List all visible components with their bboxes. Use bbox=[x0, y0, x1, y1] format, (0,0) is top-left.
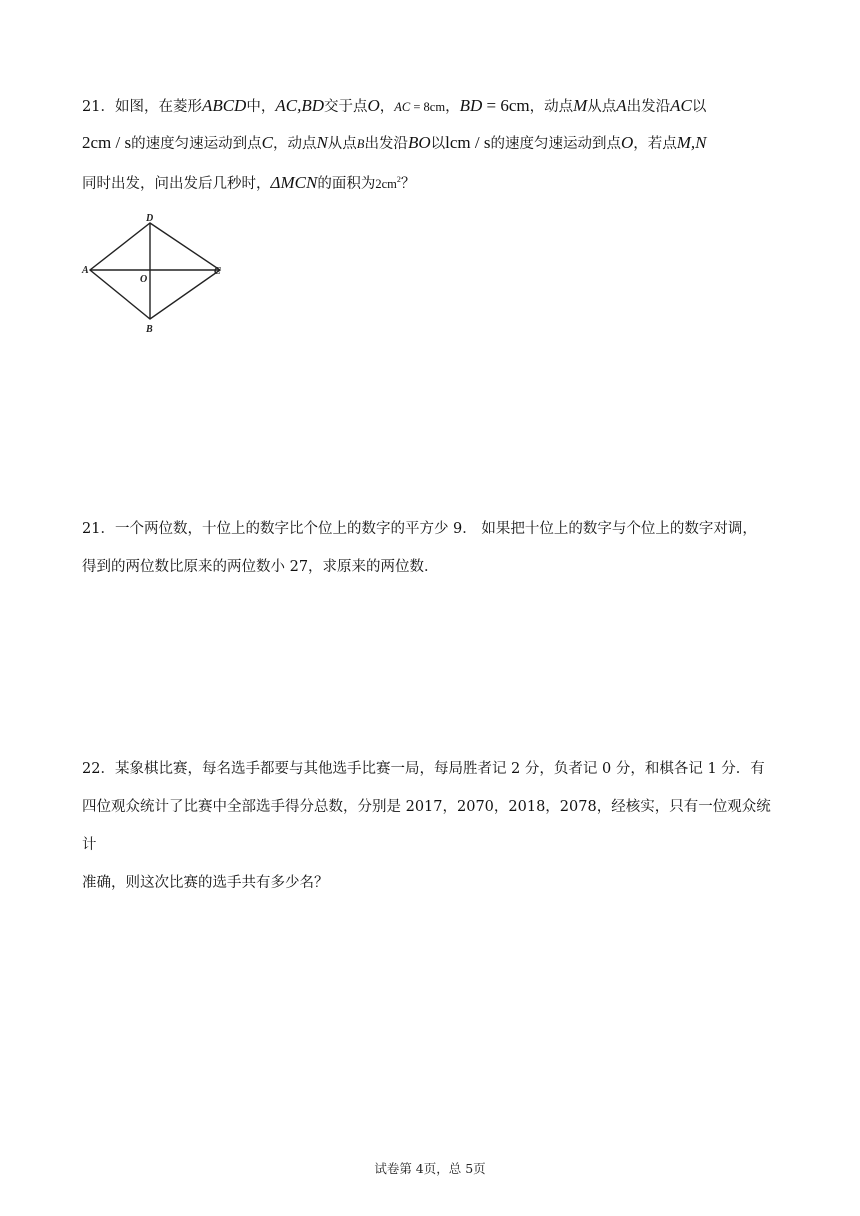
math-point-o: O bbox=[620, 133, 634, 152]
rhombus-diagram bbox=[80, 212, 232, 336]
label-b: B bbox=[146, 324, 153, 335]
label-d: D bbox=[146, 213, 154, 224]
label-c: C bbox=[214, 266, 221, 277]
text: ，若点 bbox=[633, 136, 677, 152]
text: 从点 bbox=[587, 99, 617, 115]
question-22-chess bbox=[82, 750, 782, 902]
q1-line-1 bbox=[82, 88, 782, 125]
text: ？ bbox=[400, 175, 416, 192]
q1-line-3 bbox=[82, 162, 782, 202]
math-triangle-mcn: ΔMCN bbox=[270, 172, 318, 192]
text: 中， bbox=[246, 99, 276, 115]
text: ，动点 bbox=[529, 99, 574, 115]
math-speed-n: lcm / s bbox=[445, 133, 491, 152]
math-point-c: C bbox=[261, 133, 273, 152]
text: ，动点 bbox=[272, 136, 317, 152]
math-point-a: A bbox=[616, 96, 627, 115]
rhombus-figure bbox=[80, 212, 232, 336]
text: 以 bbox=[430, 136, 446, 152]
math-point-o: O bbox=[367, 96, 380, 115]
question-21-two-digit bbox=[82, 510, 782, 586]
text: 出发沿 bbox=[364, 136, 408, 152]
math-bd-value: = 6cm bbox=[482, 96, 530, 115]
math-diagonals: AC,BD bbox=[275, 96, 324, 115]
text: 如图，在菱形 bbox=[114, 99, 202, 115]
q1-line-2 bbox=[82, 125, 782, 162]
math-bo: BO bbox=[407, 133, 431, 152]
math-ac: AC bbox=[394, 100, 411, 114]
q3-line-2: 四位观众统计了比赛中全部选手得分总数，分别是 2017，2070，2018，2078，经核实，只有一位观众统计 bbox=[82, 799, 771, 853]
math-ac-value: = 8cm bbox=[410, 100, 446, 114]
page-footer: 试卷第 4页，总 5页 bbox=[374, 1161, 486, 1176]
q3-line-3: 准确，则这次比赛的选手共有多少名？ bbox=[82, 875, 329, 891]
math-point-n: N bbox=[316, 133, 328, 152]
math-point-b: B bbox=[356, 137, 365, 151]
text: 交于点 bbox=[323, 99, 368, 115]
q2-line-1: 21．一个两位数，十位上的数字比个位上的数字的平方少 9． 如果把十位上的数字与个位上的数字对调， bbox=[82, 521, 757, 537]
math-area-exponent: 2 bbox=[396, 175, 401, 184]
text: 的速度匀速运动到点 bbox=[490, 136, 621, 152]
text: 的面积为 bbox=[317, 175, 376, 192]
text: 出发沿 bbox=[626, 99, 671, 115]
label-a: A bbox=[82, 265, 89, 276]
text: ， bbox=[445, 99, 460, 115]
math-rhombus: ABCD bbox=[201, 96, 247, 115]
text: 同时出发，问出发后几秒时， bbox=[82, 175, 271, 192]
rhombus-lines bbox=[90, 223, 220, 319]
math-bd: BD bbox=[459, 96, 483, 115]
question-number: 21． bbox=[82, 99, 115, 115]
math-point-m: M bbox=[573, 96, 588, 115]
q3-line-1: 22．某象棋比赛，每名选手都要与其他选手比赛一局，每局胜者记 2 分，负者记 0 分，和棋各记 1 分．有 bbox=[82, 761, 765, 777]
text: 以 bbox=[691, 99, 707, 115]
text: 从点 bbox=[327, 136, 357, 152]
text: 的速度匀速运动到点 bbox=[131, 136, 262, 152]
question-21-geometry bbox=[82, 88, 782, 202]
math-speed-m: 2cm / s bbox=[82, 133, 132, 152]
math-area: 2cm bbox=[375, 176, 397, 191]
text: ， bbox=[379, 99, 395, 115]
math-ac: AC bbox=[670, 96, 692, 115]
rhombus-outline bbox=[90, 223, 220, 319]
math-points-mn: M,N bbox=[676, 133, 707, 152]
label-o: O bbox=[140, 274, 148, 285]
q2-line-2: 得到的两位数比原来的两位数小 27，求原来的两位数． bbox=[82, 559, 439, 575]
